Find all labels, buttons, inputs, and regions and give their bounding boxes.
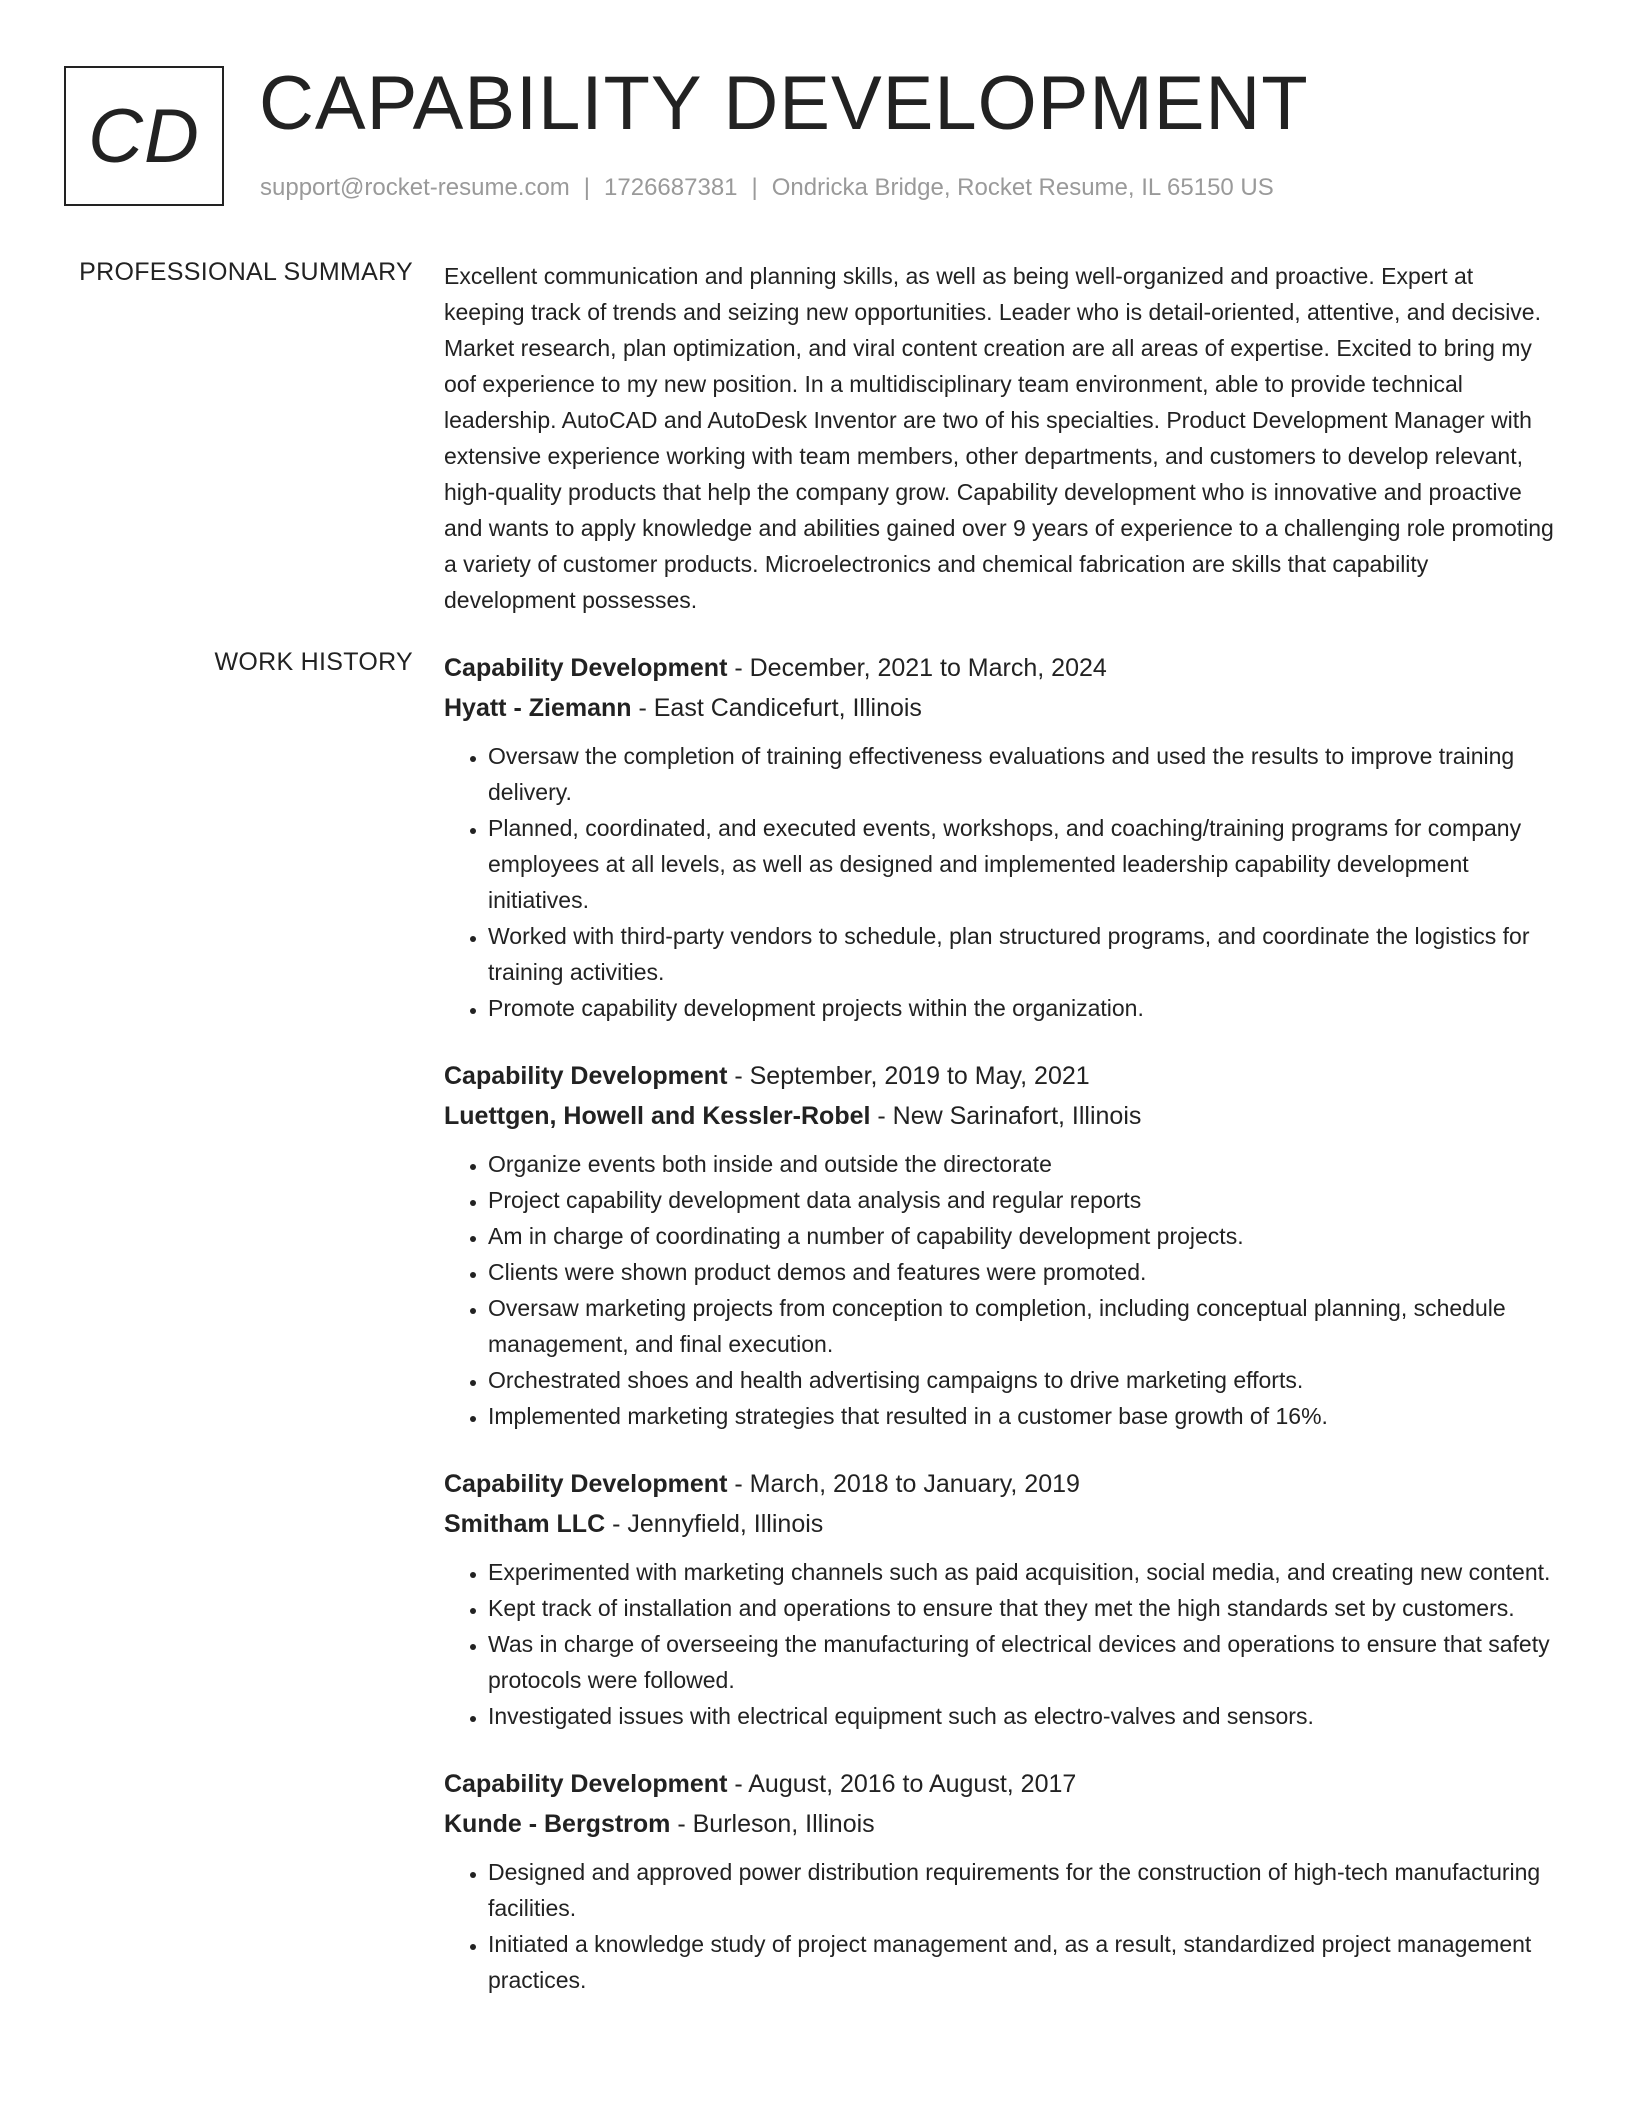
job-company: Kunde - Bergstrom — [444, 1810, 671, 1838]
job-title: Capability Development — [444, 654, 728, 682]
job-title-line — [444, 648, 1554, 688]
job-bullet: • Experimented with marketing channels such as paid acquisition, social media, and creating new content. — [488, 1554, 1554, 1590]
job-company-line — [444, 1504, 1554, 1544]
contact-separator: | — [583, 174, 591, 201]
job-location: - Jennyfield, Illinois — [605, 1510, 824, 1538]
job-bullet: • Oversaw marketing projects from conception to completion, including conceptual planning, schedule management, and final execution. — [488, 1290, 1554, 1362]
section-heading-summary: PROFESSIONAL SUMMARY — [79, 258, 413, 286]
job-entry — [444, 648, 1554, 1026]
job-company: Hyatt - Ziemann — [444, 694, 632, 722]
job-list — [444, 648, 1554, 2028]
job-dates: - September, 2019 to May, 2021 — [727, 1062, 1090, 1090]
job-dates: - August, 2016 to August, 2017 — [727, 1770, 1077, 1798]
job-dates: - March, 2018 to January, 2019 — [727, 1470, 1080, 1498]
job-company-line — [444, 1096, 1554, 1136]
job-location: - Burleson, Illinois — [670, 1810, 875, 1838]
job-bullet: • Kept track of installation and operations to ensure that they met the high standards set by customers. — [488, 1590, 1554, 1626]
job-entry — [444, 1464, 1554, 1734]
job-bullet: • Organize events both inside and outside the directorate — [488, 1146, 1554, 1182]
section-heading-work: WORK HISTORY — [214, 648, 413, 676]
monogram-logo: CD — [64, 66, 224, 206]
job-bullet: • Initiated a knowledge study of project management and, as a result, standardized project management practices. — [488, 1926, 1554, 1998]
job-title: Capability Development — [444, 1470, 728, 1498]
job-bullets — [444, 1554, 1554, 1734]
job-bullets — [444, 1854, 1554, 1998]
job-bullet: • Implemented marketing strategies that resulted in a customer base growth of 16%. — [488, 1398, 1554, 1434]
job-bullet: • Oversaw the completion of training effectiveness evaluations and used the results to improve training delivery. — [488, 738, 1554, 810]
job-location: - New Sarinafort, Illinois — [870, 1102, 1142, 1130]
job-bullet: • Investigated issues with electrical equipment such as electro-valves and sensors. — [488, 1698, 1554, 1734]
contact-address: Ondricka Bridge, Rocket Resume, IL 65150 US — [771, 174, 1274, 201]
contact-email[interactable]: support@rocket-resume.com — [260, 174, 570, 201]
job-bullet: • Project capability development data analysis and regular reports — [488, 1182, 1554, 1218]
job-bullet: • Clients were shown product demos and features were promoted. — [488, 1254, 1554, 1290]
job-title: Capability Development — [444, 1062, 728, 1090]
contact-phone[interactable]: 1726687381 — [604, 174, 738, 201]
job-bullet: • Planned, coordinated, and executed events, workshops, and coaching/training programs for company employees at all levels, as well as designed and implemented leadership capability development initiatives. — [488, 810, 1554, 918]
job-bullet: • Orchestrated shoes and health advertising campaigns to drive marketing efforts. — [488, 1362, 1554, 1398]
job-company-line — [444, 1804, 1554, 1844]
job-bullets — [444, 1146, 1554, 1434]
job-company: Luettgen, Howell and Kessler-Robel — [444, 1102, 871, 1130]
job-dates: - December, 2021 to March, 2024 — [727, 654, 1107, 682]
job-location: - East Candicefurt, Illinois — [631, 694, 922, 722]
job-company-line — [444, 688, 1554, 728]
job-title-line — [444, 1056, 1554, 1096]
job-entry — [444, 1764, 1554, 1998]
job-bullets — [444, 738, 1554, 1026]
job-bullet: • Am in charge of coordinating a number of capability development projects. — [488, 1218, 1554, 1254]
job-title-line — [444, 1764, 1554, 1804]
job-title: Capability Development — [444, 1770, 728, 1798]
job-bullet: • Designed and approved power distribution requirements for the construction of high-tech manufacturing facilities. — [488, 1854, 1554, 1926]
job-bullet: • Promote capability development projects within the organization. — [488, 990, 1554, 1026]
job-entry — [444, 1056, 1554, 1434]
job-bullet: • Worked with third-party vendors to schedule, plan structured programs, and coordinate the logistics for training activities. — [488, 918, 1554, 990]
contact-line — [260, 174, 1274, 202]
job-company: Smitham LLC — [444, 1510, 606, 1538]
contact-separator: | — [751, 174, 758, 201]
summary-text: Excellent communication and planning skills, as well as being well-organized and proactive. Expert at keeping track of trends and seizing new opportunities. Leader who is detail-oriented, attentive, and decisive. Market research, plan optimization, and viral content creation are all areas of expertise. Excited to bring my oof experience to my new position. In a multidisciplinary team environment, able to provide technical leadership. AutoCAD and AutoDesk Inventor are two of his specialties. Product Development Manager with extensive experience working with team members, other departments, and customers to develop relevant, high-quality products that help the company grow. Capability development who is innovative and proactive and wants to apply knowledge and abilities gained over 9 years of experience to a challenging role promoting a variety of customer products. Microelectronics and chemical fabrication are skills that capability development possesses. — [444, 263, 1554, 613]
job-bullet: • Was in charge of overseeing the manufacturing of electrical devices and operations to ensure that safety protocols were followed. — [488, 1626, 1554, 1698]
candidate-name: CAPABILITY DEVELOPMENT — [259, 61, 1309, 146]
job-title-line — [444, 1464, 1554, 1504]
